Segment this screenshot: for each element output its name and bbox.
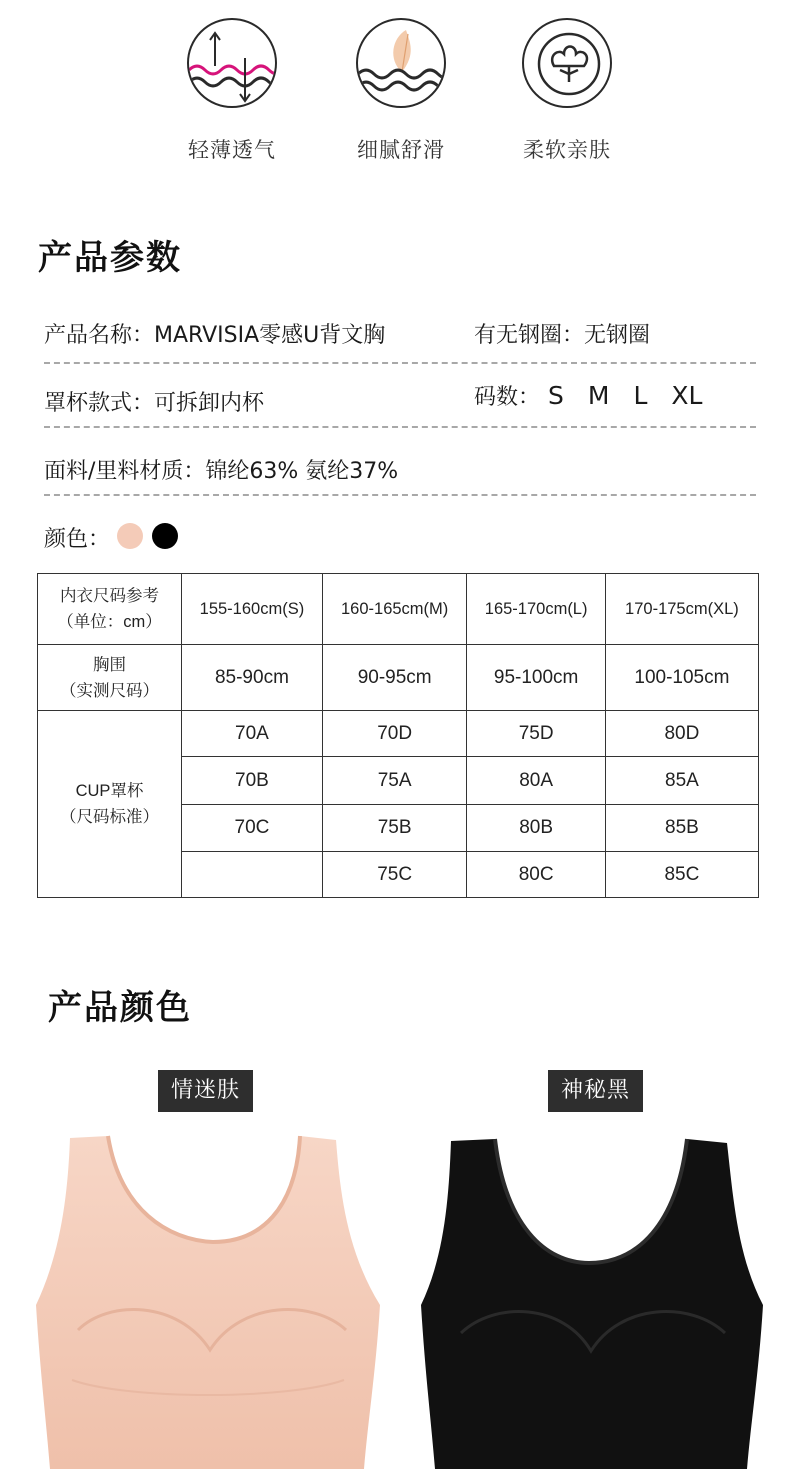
table-row [38, 574, 759, 645]
table-cell: 75C [322, 852, 467, 898]
table-cell: 95-100cm [467, 645, 605, 711]
table-row [38, 645, 759, 711]
material-info: 面料/里料材质：锦纶63% 氨纶37% [44, 459, 399, 484]
table-cell: 70B [182, 757, 323, 805]
underwire-info: 有无钢圈：无钢圈 [474, 323, 651, 348]
table-header-cell: 170-175cm(XL) [605, 574, 758, 645]
param-row-3 [44, 432, 756, 496]
table-cell: 70A [182, 711, 323, 757]
table-header-cell [38, 574, 182, 645]
table-cell: 75A [322, 757, 467, 805]
nude-bra-image[interactable] [28, 1130, 388, 1469]
table-cell: 85-90cm [182, 645, 323, 711]
feature-label: 轻薄透气 [188, 138, 276, 162]
product-name: 产品名称：MARVISIA零感U背文胸 [44, 323, 386, 348]
color-tag-nude[interactable]: 情迷肤 [158, 1070, 253, 1112]
params-title: 产品参数 [38, 238, 182, 278]
row-label-line: （实测尺码） [60, 681, 159, 700]
table-cell: 70C [182, 805, 323, 852]
color-swatch-black[interactable] [152, 523, 178, 549]
feature-breathable [167, 18, 297, 164]
size-list [474, 380, 726, 411]
feature-soft [502, 18, 632, 164]
colors-title: 产品颜色 [48, 988, 192, 1028]
size-label: 码数： [474, 385, 541, 410]
black-bra-image[interactable] [415, 1135, 770, 1469]
table-cell: 80C [467, 852, 605, 898]
cotton-flower-icon [522, 18, 612, 108]
table-cell: 85C [605, 852, 758, 898]
feature-wave-icon [356, 18, 446, 108]
table-cell: 100-105cm [605, 645, 758, 711]
size-option: M [587, 381, 610, 410]
table-header-cell: 160-165cm(M) [322, 574, 467, 645]
size-chart-table [37, 573, 759, 898]
feature-label: 柔软亲肤 [523, 138, 611, 162]
table-cell: 75B [322, 805, 467, 852]
table-cell: 70D [322, 711, 467, 757]
table-row-label [38, 645, 182, 711]
breathable-wave-icon [187, 18, 277, 108]
header-label-line: （单位：cm） [57, 613, 162, 631]
table-cell: 80A [467, 757, 605, 805]
feature-smooth [336, 18, 466, 164]
table-cell: 80B [467, 805, 605, 852]
table-cell: 90-95cm [322, 645, 467, 711]
table-cell: 85B [605, 805, 758, 852]
color-label: 颜色： [44, 527, 111, 552]
divider [44, 426, 756, 428]
cup-style: 罩杯款式：可拆卸内杯 [44, 391, 265, 416]
row-label-line: （尺码标准） [60, 808, 159, 826]
size-option: XL [671, 381, 703, 410]
table-row-label [38, 711, 182, 898]
table-row [38, 711, 759, 757]
divider [44, 494, 756, 496]
table-header-cell: 155-160cm(S) [182, 574, 323, 645]
table-header-cell: 165-170cm(L) [467, 574, 605, 645]
table-cell: 80D [605, 711, 758, 757]
feature-strip [0, 18, 790, 168]
row-label-line: CUP罩杯 [75, 782, 144, 800]
row-label-line: 胸围 [93, 655, 126, 674]
table-cell: 85A [605, 757, 758, 805]
param-row-2 [44, 364, 756, 428]
feature-label: 细腻舒滑 [357, 138, 445, 162]
color-tag-black[interactable]: 神秘黑 [548, 1070, 643, 1112]
size-option: S [548, 381, 564, 410]
color-swatch-nude[interactable] [117, 523, 143, 549]
header-label-line: 内衣尺码参考 [60, 587, 159, 605]
size-option: L [633, 381, 648, 410]
table-cell: 75D [467, 711, 605, 757]
param-row-1 [44, 300, 756, 364]
table-cell [182, 852, 323, 898]
